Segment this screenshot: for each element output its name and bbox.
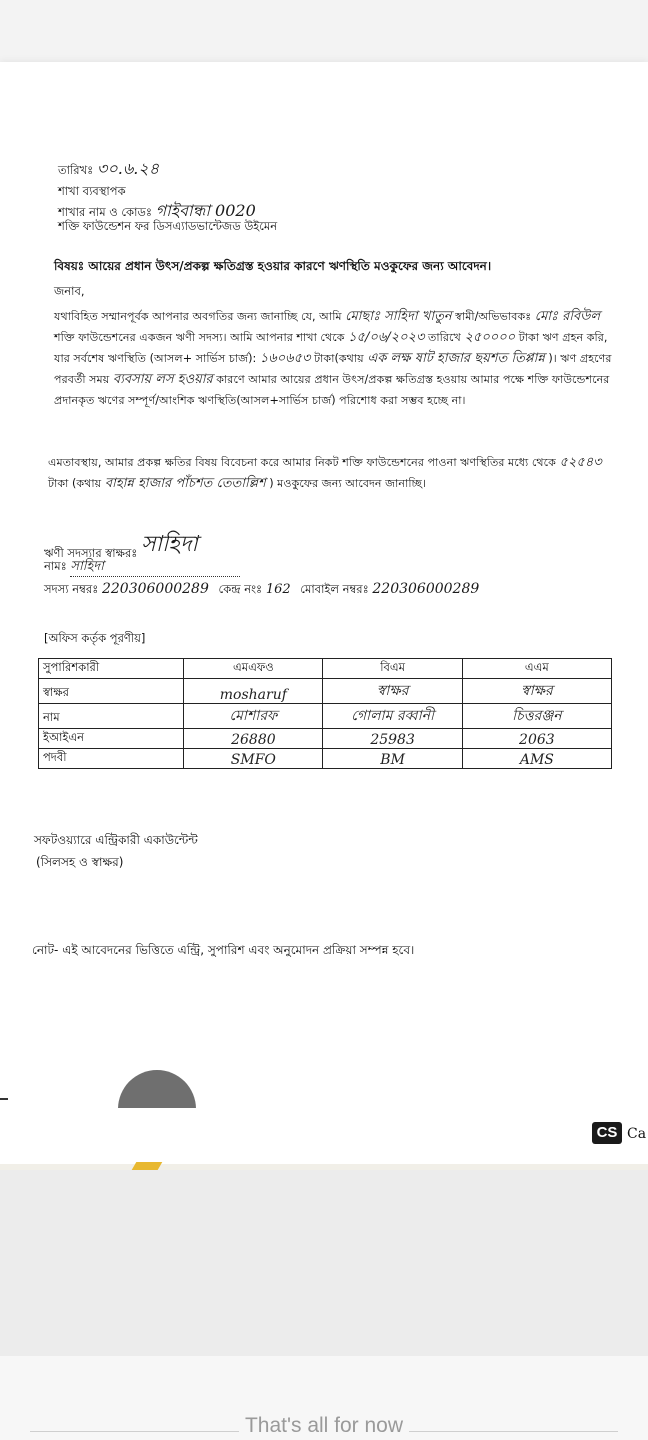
member-name-value: সাহিদা — [70, 558, 240, 577]
subject-label: বিষয়ঃ — [54, 259, 85, 273]
table-cell: 2063 — [462, 729, 611, 749]
table-row — [39, 749, 612, 769]
mobile-number-label: মোবাইল নম্বরঃ — [300, 582, 369, 596]
para1-text-c: শক্তি ফাউন্ডেশনের একজন ঋণী সদস্য। আমি আপনার শাখা থেকে — [54, 331, 345, 344]
subject-text: আয়ের প্রধান উৎস/প্রকল্প ক্ষতিগ্রস্ত হওয়ার কারণে ঋণস্থিতি মওকুফের জন্য আবেদন। — [88, 259, 492, 273]
accountant-seal-note: (সিলসহ ও স্বাক্ষর) — [36, 855, 124, 869]
camscanner-logo: CS — [592, 1122, 622, 1144]
camscanner-text: Ca — [627, 1126, 647, 1142]
row-label: স্বাক্ষর — [39, 679, 184, 704]
date-value: ৩০.৬.২৪ — [96, 159, 160, 178]
table-header: সুপারিশকারী — [39, 659, 184, 679]
table-cell: 25983 — [323, 729, 462, 749]
viewer-blank-area — [0, 1170, 648, 1356]
para1-text-a: যথাবিহিত সম্মানপূর্বক আপনার অবগতির জন্য জানাচ্ছি যে, আমি — [54, 310, 342, 323]
member-signature: সাহিদা — [141, 532, 198, 557]
subject-line — [54, 258, 491, 274]
accountant-title: সফটওয়্যারে এন্ট্রিকারী একাউন্টেন্ট — [34, 833, 198, 847]
table-cell: BM — [323, 749, 462, 769]
table-cell: AMS — [462, 749, 611, 769]
reason-handwritten: ব্যবসায় লস হওয়ার — [112, 372, 213, 387]
waiver-request-paragraph — [48, 452, 618, 494]
table-cell: চিত্তরঞ্জন — [462, 704, 611, 729]
table-cell: SMFO — [184, 749, 323, 769]
para1-text-h: কারণে আমার আয়ের প্রধান উৎস/প্রকল্প ক্ষতিগ্রস্ত হওয়ায় আমার পক্ষে শক্তি ফাউন্ডেশনের প্রদানকৃত ঋণের সম্পূর্ণ/আংশিক ঋণস্থিতি(আসল+সার্ভিস চার্জ) পরিশোধ করা সম্ভব হচ্ছে না। — [54, 373, 610, 407]
member-number-label: সদস্য নম্বরঃ — [44, 582, 99, 596]
center-number-value: 162 — [265, 582, 291, 597]
table-row — [39, 704, 612, 729]
para2-text-b: টাকা (কথায় — [48, 477, 102, 490]
table-cell: 26880 — [184, 729, 323, 749]
member-signature-label: ঋণী সদস্যার স্বাক্ষরঃ — [44, 546, 138, 560]
para1-text-d: তারিখে — [428, 331, 461, 344]
waiver-words-handwritten: বাহান্ন হাজার পাঁচশত তেতাল্লিশ — [104, 476, 266, 491]
table-cell: মোশারফ — [184, 704, 323, 729]
scan-edge-mark — [0, 1098, 8, 1100]
office-approval-table — [38, 658, 612, 769]
table-header: এএম — [462, 659, 611, 679]
para1-text-e: টাকা ঋণ গ্রহন করি, যার সর্বশেষ ঋণস্থিতি (আসল+ সার্ভিস চার্জ): — [54, 331, 608, 365]
para1-text-g: )। ঋণ গ্রহণের পরবর্তী সময় — [54, 352, 612, 386]
member-name-label: নামঃ — [44, 559, 67, 573]
date-line — [58, 158, 159, 180]
branch-label: শাখার নাম ও কোডঃ — [58, 205, 153, 219]
loan-date-handwritten: ১৫/০৬/২০২৩ — [348, 330, 425, 345]
table-row — [39, 679, 612, 704]
loan-amount-handwritten: ২৫০০০০ — [464, 330, 516, 345]
table-header: এমএফও — [184, 659, 323, 679]
table-cell: স্বাক্ষর — [462, 679, 611, 704]
para2-text-c: ) মওকুফের জন্য আবেদন জানাচ্ছি। — [269, 477, 427, 490]
balance-words-handwritten: এক লক্ষ ষাট হাজার ছয়শত তিপ্পান্ন — [367, 351, 545, 366]
table-header: বিএম — [323, 659, 462, 679]
center-number-label: কেন্দ্র নংঃ — [218, 582, 263, 596]
end-of-content — [0, 1414, 648, 1438]
row-label: নাম — [39, 704, 184, 729]
yellow-mark — [132, 1162, 163, 1170]
salutation: জনাব, — [54, 284, 85, 298]
mobile-number-value: 220306000289 — [372, 581, 480, 597]
viewer-top-margin — [0, 0, 648, 62]
office-use-label: [অফিস কর্তৃক পূরণীয়] — [44, 631, 146, 645]
row-label: পদবী — [39, 749, 184, 769]
member-name-line — [44, 558, 240, 577]
para2-text-a: এমতাবস্থায়, আমার প্রকল্প ক্ষতির বিষয় বিবেচনা করে আমার নিকট শক্তি ফাউন্ডেশনের পাওনা ঋণস্থিতির মধ্যে থেকে — [48, 456, 556, 469]
table-cell: mosharuf — [184, 679, 323, 704]
member-name-handwritten: মোছাঃ সাহিদা খাতুন — [345, 309, 452, 324]
table-cell: গোলাম রব্বানী — [323, 704, 462, 729]
waiver-amount-handwritten: ৫২৫৪৩ — [559, 455, 602, 470]
organization-line: শক্তি ফাউন্ডেশন ফর ডিসএ্যাডভান্টেজড উইমেন — [58, 219, 278, 233]
member-details-line — [44, 580, 479, 599]
balance-handwritten: ১৬০৬৫৩ — [259, 351, 311, 366]
coin-object — [118, 1070, 196, 1148]
guardian-name-handwritten: মোঃ রবিউল — [534, 309, 601, 324]
scanned-document — [0, 62, 648, 1170]
note-line: নোট- এই আবেদনের ভিত্তিতে এন্ট্রি, সুপারিশ এবং অনুমোদন প্রক্রিয়া সম্পন্ন হবে। — [32, 943, 415, 957]
addressee-line: শাখা ব্যবস্থাপক — [58, 184, 126, 198]
end-of-content-text: That's all for now — [239, 1414, 409, 1437]
table-cell: স্বাক্ষর — [323, 679, 462, 704]
table-row — [39, 729, 612, 749]
table-header-row — [39, 659, 612, 679]
branch-value: গাইবান্ধা 0020 — [155, 201, 256, 220]
member-number-value: 220306000289 — [101, 581, 209, 597]
para1-text-b: স্বামী/অভিভাবকঃ — [455, 310, 532, 323]
application-paragraph — [54, 306, 624, 411]
row-label: ইআইএন — [39, 729, 184, 749]
para1-text-f: টাকা(কথায় — [314, 352, 364, 365]
date-label: তারিখঃ — [58, 163, 94, 177]
